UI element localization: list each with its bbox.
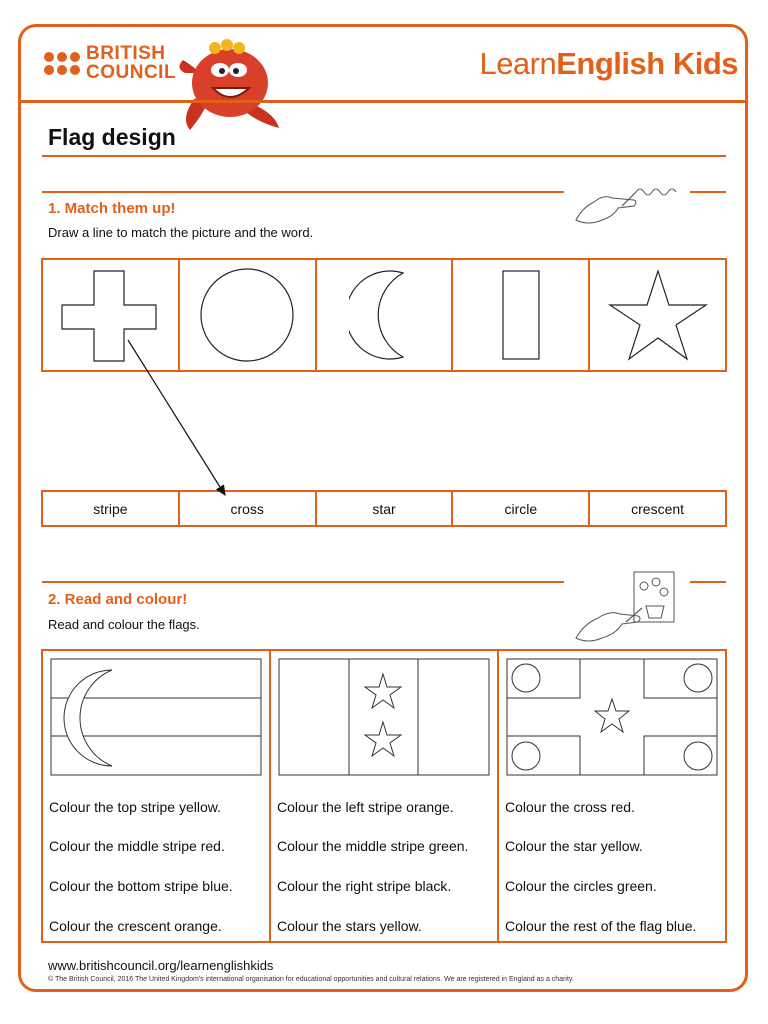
shapes-row [41, 258, 727, 372]
word-label: star [372, 500, 396, 517]
instruction-text: Colour the star yellow. [505, 838, 643, 854]
stripe-shape-icon [499, 267, 543, 363]
section1-instruction: Draw a line to match the picture and the word. [48, 225, 314, 240]
hand-drawing-icon [572, 180, 684, 228]
footer-url[interactable]: www.britishcouncil.org/learnenglishkids [48, 958, 274, 973]
instruction-text: Colour the rest of the flag blue. [505, 918, 697, 934]
brand-line-2: COUNCIL [86, 62, 177, 83]
instruction-text: Colour the cross red. [505, 799, 635, 815]
monster-mascot-icon [175, 38, 285, 133]
section1-rule-right [690, 191, 726, 193]
striped-crescent-flag [50, 658, 262, 776]
picture-stripe [453, 260, 590, 370]
section2-rule-right [690, 581, 726, 583]
picture-crescent [317, 260, 454, 370]
flag-column-2 [271, 651, 499, 941]
instruction-text: Colour the stars yellow. [277, 918, 422, 934]
picture-circle [180, 260, 317, 370]
british-council-logo [44, 44, 176, 82]
instruction-text: Colour the middle stripe green. [277, 838, 469, 854]
word-label: stripe [93, 500, 128, 517]
section1-heading: 1. Match them up! [48, 200, 176, 217]
brand-line-1: BRITISH [86, 43, 166, 64]
picture-star [590, 260, 725, 370]
flag-column-1 [43, 651, 271, 941]
section1-rule-left [42, 191, 564, 193]
logo-dots-icon [44, 52, 80, 75]
instruction-text: Colour the circles green. [505, 878, 657, 894]
words-row [41, 490, 727, 527]
circle-shape-icon [197, 265, 297, 365]
cross-circles-flag [506, 658, 718, 776]
crescent-shape-icon [349, 267, 419, 363]
page-title: Flag design [48, 124, 176, 150]
logo-word-english-kids: English Kids [556, 46, 738, 81]
picture-cross [43, 260, 180, 370]
section2-heading: 2. Read and colour! [48, 591, 188, 608]
header-divider [20, 100, 748, 103]
star-shape-icon [606, 267, 710, 363]
section2-rule-left [42, 581, 564, 583]
cross-shape-icon [60, 267, 160, 363]
instruction-text: Colour the right stripe black. [277, 878, 452, 894]
instruction-text: Colour the middle stripe red. [49, 838, 225, 854]
word-label: cross [230, 500, 264, 517]
footer-copyright: © The British Council, 2016 The United Kingdom's international organisation for educational opportunities and cultural relations. We are registered in England as a charity. [48, 976, 574, 983]
word-label: crescent [631, 500, 685, 517]
word-label: circle [504, 500, 538, 517]
learnenglish-kids-logo [479, 46, 738, 82]
section2-instruction: Read and colour the flags. [48, 617, 200, 632]
logo-word-learn: Learn [479, 46, 557, 81]
instruction-text: Colour the crescent orange. [49, 918, 222, 934]
flags-table [41, 649, 727, 943]
title-underline [42, 155, 726, 157]
vertical-stripes-stars-flag [278, 658, 490, 776]
instruction-text: Colour the top stripe yellow. [49, 799, 221, 815]
instruction-text: Colour the left stripe orange. [277, 799, 454, 815]
instruction-text: Colour the bottom stripe blue. [49, 878, 233, 894]
flag-column-3 [499, 651, 725, 941]
hand-colouring-icon [572, 570, 684, 646]
